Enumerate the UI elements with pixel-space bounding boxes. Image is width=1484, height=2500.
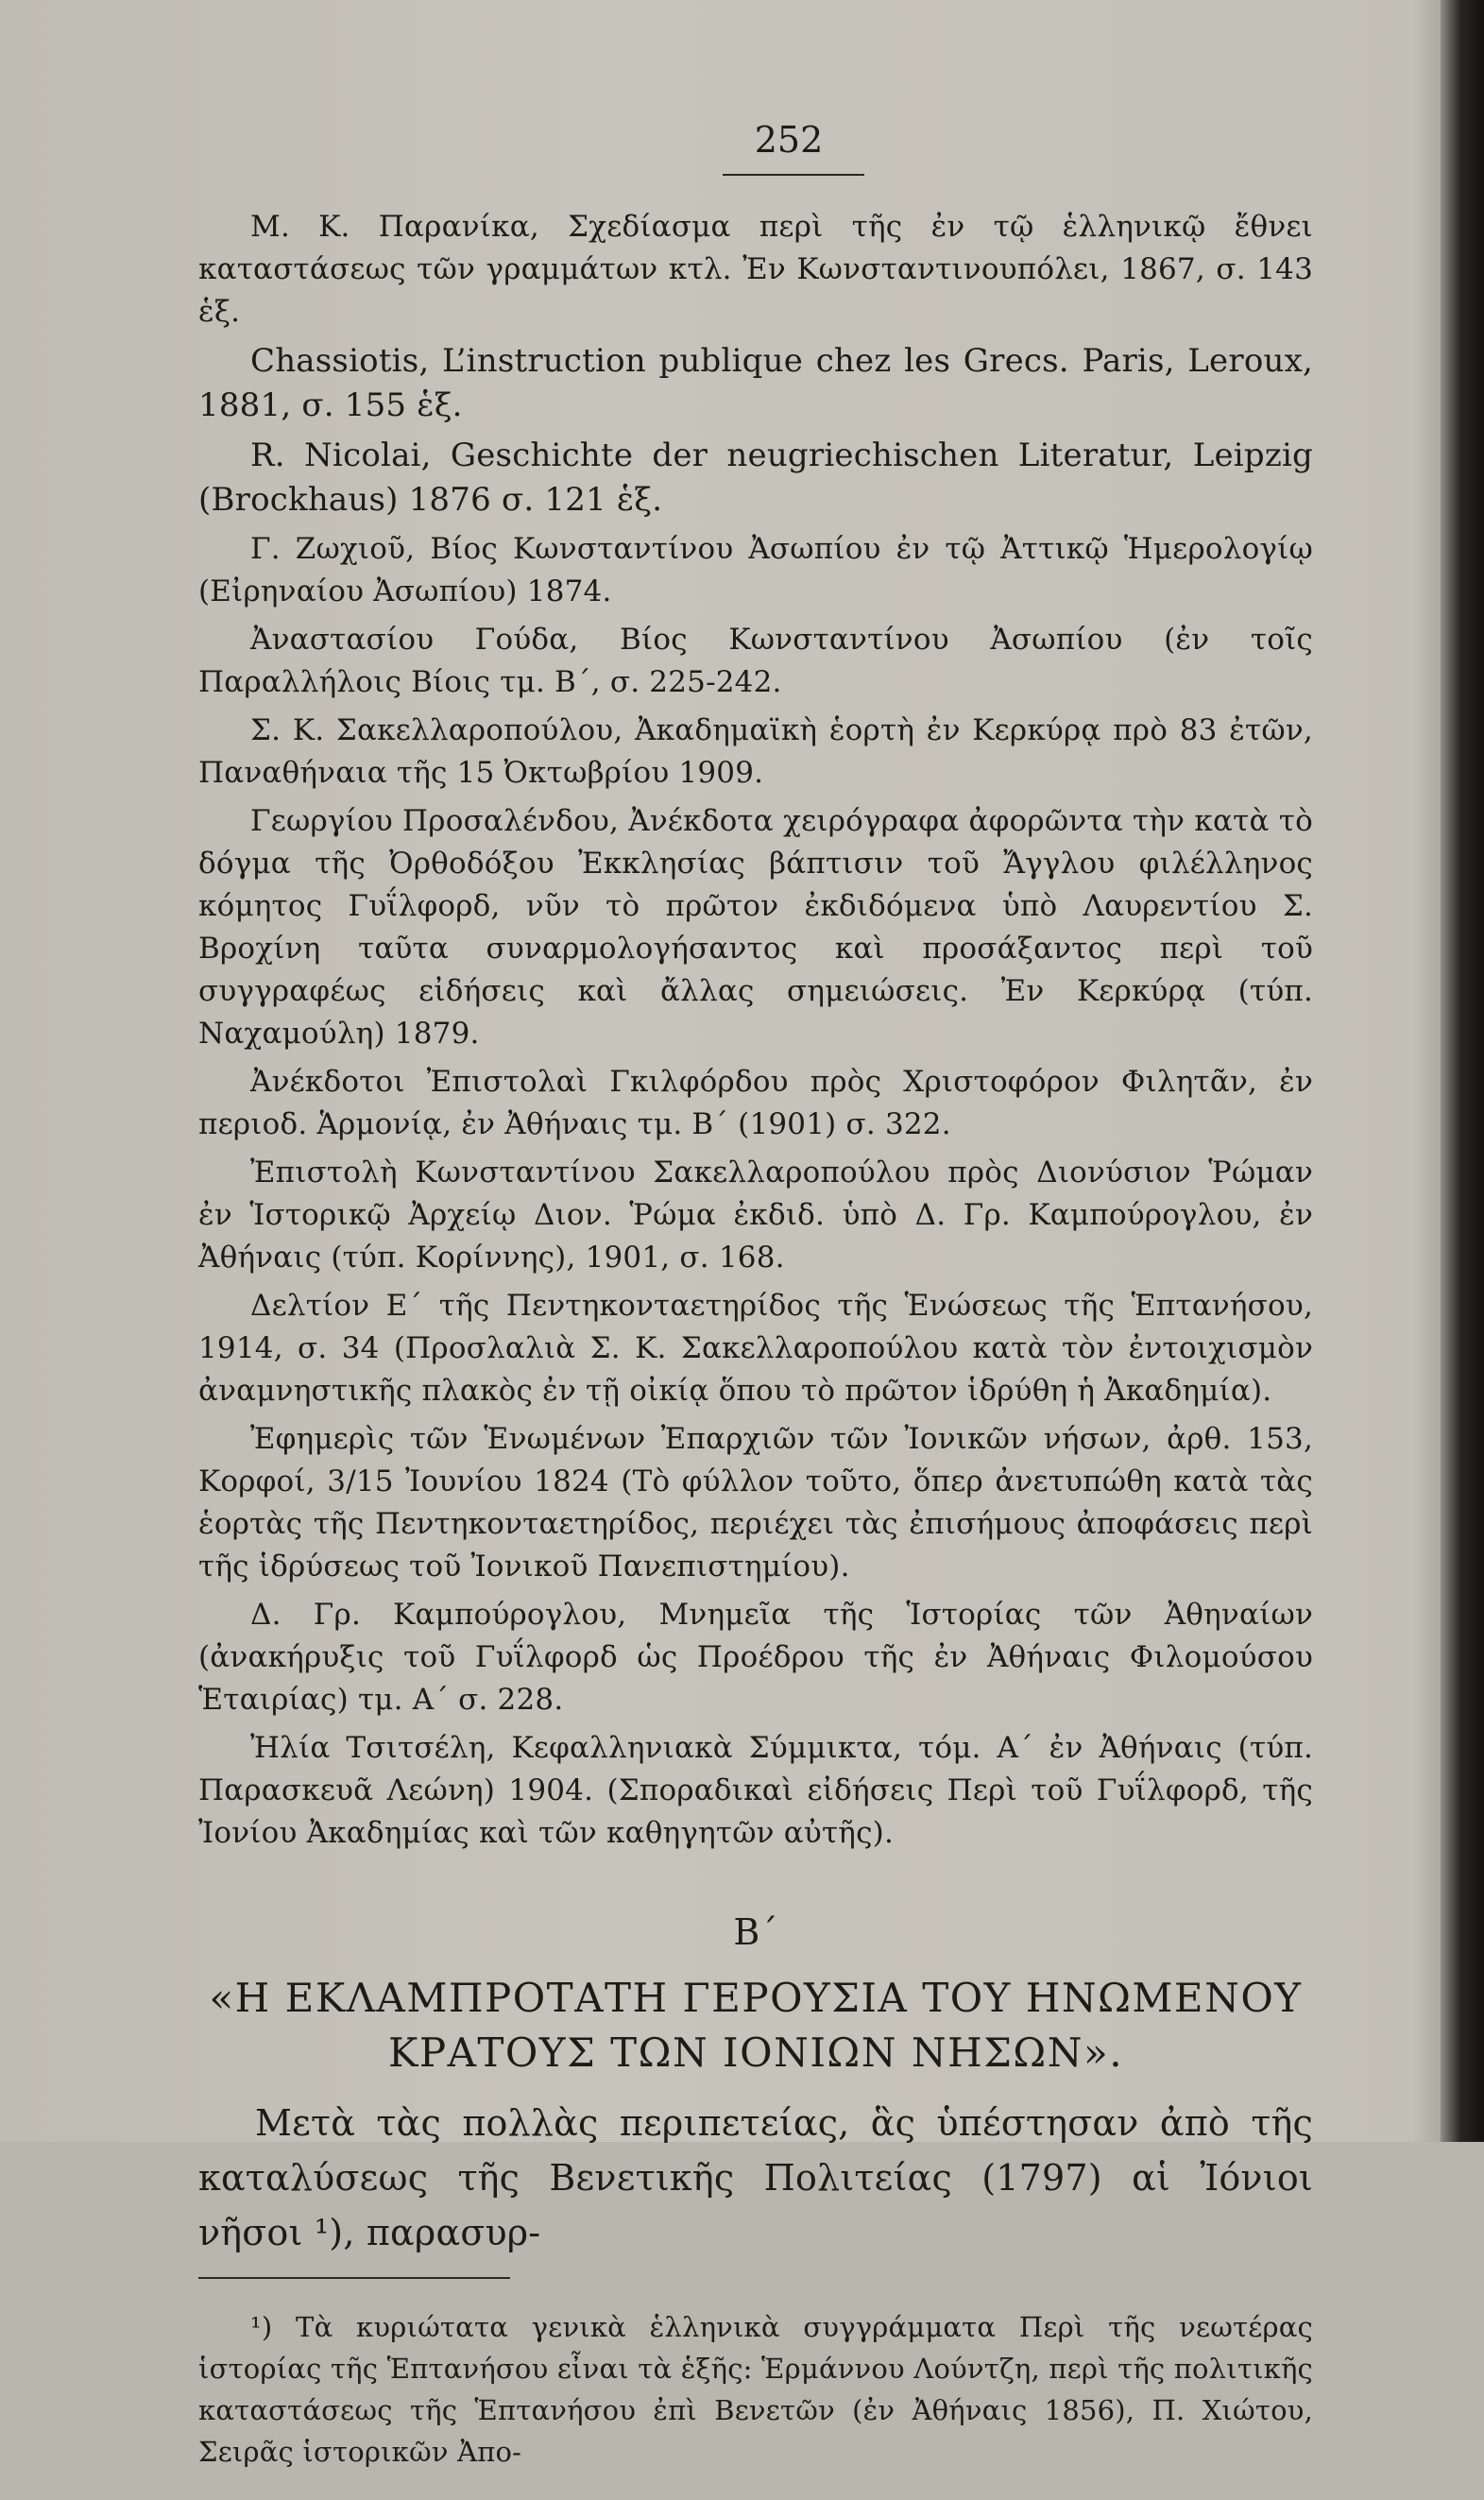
spine-shadow bbox=[1412, 0, 1441, 2142]
section-title-line: ΚΡΑΤΟΥΣ ΤΩΝ ΙΟΝΙΩΝ ΝΗΣΩΝ». bbox=[387, 2029, 1124, 2076]
bibliography-entry: Ἀνέκδοτοι Ἐπιστολαὶ Γκιλφόρδου πρὸς Χριστοφόρον Φιλητᾶν, ἐν περιοδ. Ἁρμονίᾳ, ἐν Ἀθήναις τμ. Β΄ (1901) σ. 322. bbox=[198, 1065, 1313, 1141]
bibliography-entry: Ἠλία Τσιτσέλη, Κεφαλληνιακὰ Σύμμικτα, τόμ. Α΄ ἐν Ἀθήναις (τύπ. Παρασκευᾶ Λεώνη) 1904. (Σποραδικαὶ εἰδήσεις Περὶ τοῦ Γυΐλφορδ, τῆς Ἰονίου Ἀκαδημίας καὶ τῶν καθηγητῶν αὐτῆς). bbox=[198, 1731, 1313, 1850]
footnote-rule bbox=[198, 2277, 510, 2279]
page-number-rule bbox=[723, 174, 864, 176]
bibliography-entry: Γ. Ζωχιοῦ, Βίος Κωνσταντίνου Ἀσωπίου ἐν τῷ Ἀττικῷ Ἡμερολογίῳ (Εἰρηναίου Ἀσωπίου) 1874. bbox=[198, 532, 1313, 608]
bibliography-entry: Δ. Γρ. Καμπούρογλου, Μνημεῖα τῆς Ἱστορίας τῶν Ἀθηναίων (ἀνακήρυξις τοῦ Γυΐλφορδ ὡς Προέδρου τῆς ἐν Ἀθήναις Φιλομούσου Ἑταιρίας) τμ. Α΄ σ. 228. bbox=[198, 1598, 1313, 1717]
book-binding bbox=[1441, 0, 1484, 2142]
bibliography-entry: Μ. Κ. Παρανίκα, Σχεδίασμα περὶ τῆς ἐν τῷ ἑλληνικῷ ἔθνει καταστάσεως τῶν γραμμάτων κτλ. Ἐν Κωνσταντινουπόλει, 1867, σ. 143 ἑξ. bbox=[198, 210, 1313, 329]
bibliography-entry: Ἐπιστολὴ Κωνσταντίνου Σακελλαροπούλου πρὸς Διονύσιον Ῥώμαν ἐν Ἱστορικῷ Ἀρχείῳ Διον. Ῥώμα ἐκδιδ. ὑπὸ Δ. Γρ. Καμπούρογλου, ἐν Ἀθήναις (τύπ. Κορίννης), 1901, σ. 168. bbox=[198, 1156, 1313, 1275]
bibliography-entry: Σ. Κ. Σακελλαροπούλου, Ἀκαδημαϊκὴ ἑορτὴ ἐν Κερκύρᾳ πρὸ 83 ἐτῶν, Παναθήναια τῆς 15 Ὀκτωβρίου 1909. bbox=[198, 713, 1313, 790]
section-number: Β΄ bbox=[733, 1911, 778, 1953]
bibliography-entry: Γεωργίου Προσαλένδου, Ἀνέκδοτα χειρόγραφα ἀφορῶντα τὴν κατὰ τὸ δόγμα τῆς Ὀρθοδόξου Ἐκκλησίας βάπτισιν τοῦ Ἄγγλου φιλέλληνος κόμητος Γυΐλφορδ, νῦν τὸ πρῶτον ἐκδιδόμενα ὑπὸ Λαυρεντίου Σ. Βροχίνη ταῦτα συναρμολογήσαντος καὶ προσάξαντος περὶ τοῦ συγγραφέως εἰδήσεις καὶ ἄλλας σημειώσεις. Ἐν Κερκύρᾳ (τύπ. Ναχαμούλη) 1879. bbox=[198, 804, 1313, 1051]
bibliography-entry: Ἐφημερὶς τῶν Ἑνωμένων Ἐπαρχιῶν τῶν Ἰονικῶν νήσων, ἀρθ. 153, Κορφοί, 3/15 Ἰουνίου 1824 (Τὸ φύλλον τοῦτο, ὅπερ ἀνετυπώθη κατὰ τὰς ἑορτὰς τῆς Πεντηκονταετηρίδος, περιέχει τὰς ἐπισήμους ἀποφάσεις περὶ τῆς ἱδρύσεως τοῦ Ἰονικοῦ Πανεπιστημίου). bbox=[198, 1422, 1313, 1584]
page-number: 252 bbox=[754, 119, 824, 161]
bibliography-entry: Chassiotis, L’instruction publique chez les Grecs. Paris, Leroux, 1881, σ. 155 ἑξ. bbox=[198, 342, 1313, 424]
body-paragraph: Μετὰ τὰς πολλὰς περιπετείας, ἃς ὑπέστησαν ἀπὸ τῆς καταλύσεως τῆς Βενετικῆς Πολιτείας (1797) αἱ Ἰόνιοι νῆσοι ¹), παρασυρ- bbox=[198, 2102, 1313, 2253]
bibliography-entry: Ἀναστασίου Γούδα, Βίος Κωνσταντίνου Ἀσωπίου (ἐν τοῖς Παραλλήλοις Βίοις τμ. Β΄, σ. 225-242. bbox=[198, 623, 1313, 699]
footnote: ¹) Τὰ κυριώτατα γενικὰ ἑλληνικὰ συγγράμματα Περὶ τῆς νεωτέρας ἱστορίας τῆς Ἑπτανήσου εἶναι τὰ ἑξῆς: Ἑρμάννου Λούντζη, περὶ τῆς πολιτικῆς καταστάσεως τῆς Ἑπτανήσου ἐπὶ Βενετῶν (ἐν Ἀθήναις 1856), Π. Χιώτου, Σειρᾶς ἱστορικῶν Ἀπο- bbox=[198, 2311, 1313, 2468]
bibliography-entry: Δελτίον Ε΄ τῆς Πεντηκονταετηρίδος τῆς Ἑνώσεως τῆς Ἑπτανήσου, 1914, σ. 34 (Προσλαλιὰ Σ. Κ. Σακελλαροπούλου κατὰ τὸν ἐντοιχισμὸν ἀναμνηστικῆς πλακὸς ἐν τῇ οἰκίᾳ ὅπου τὸ πρῶτον ἱδρύθη ἡ Ἀκαδημία). bbox=[198, 1289, 1313, 1408]
section-title-line: «Η ΕΚΛΑΜΠΡΟΤΑΤΗ ΓΕΡΟΥΣΙΑ ΤΟΥ ΗΝΩΜΕΝΟΥ bbox=[209, 1975, 1303, 2021]
bibliography-list bbox=[198, 206, 1313, 1855]
section-title bbox=[198, 1971, 1313, 2080]
page-text bbox=[198, 206, 1313, 2500]
bibliography-entry: R. Nicolai, Geschichte der neugriechischen Literatur, Leipzig (Brockhaus) 1876 σ. 121 ἑξ. bbox=[198, 437, 1313, 519]
